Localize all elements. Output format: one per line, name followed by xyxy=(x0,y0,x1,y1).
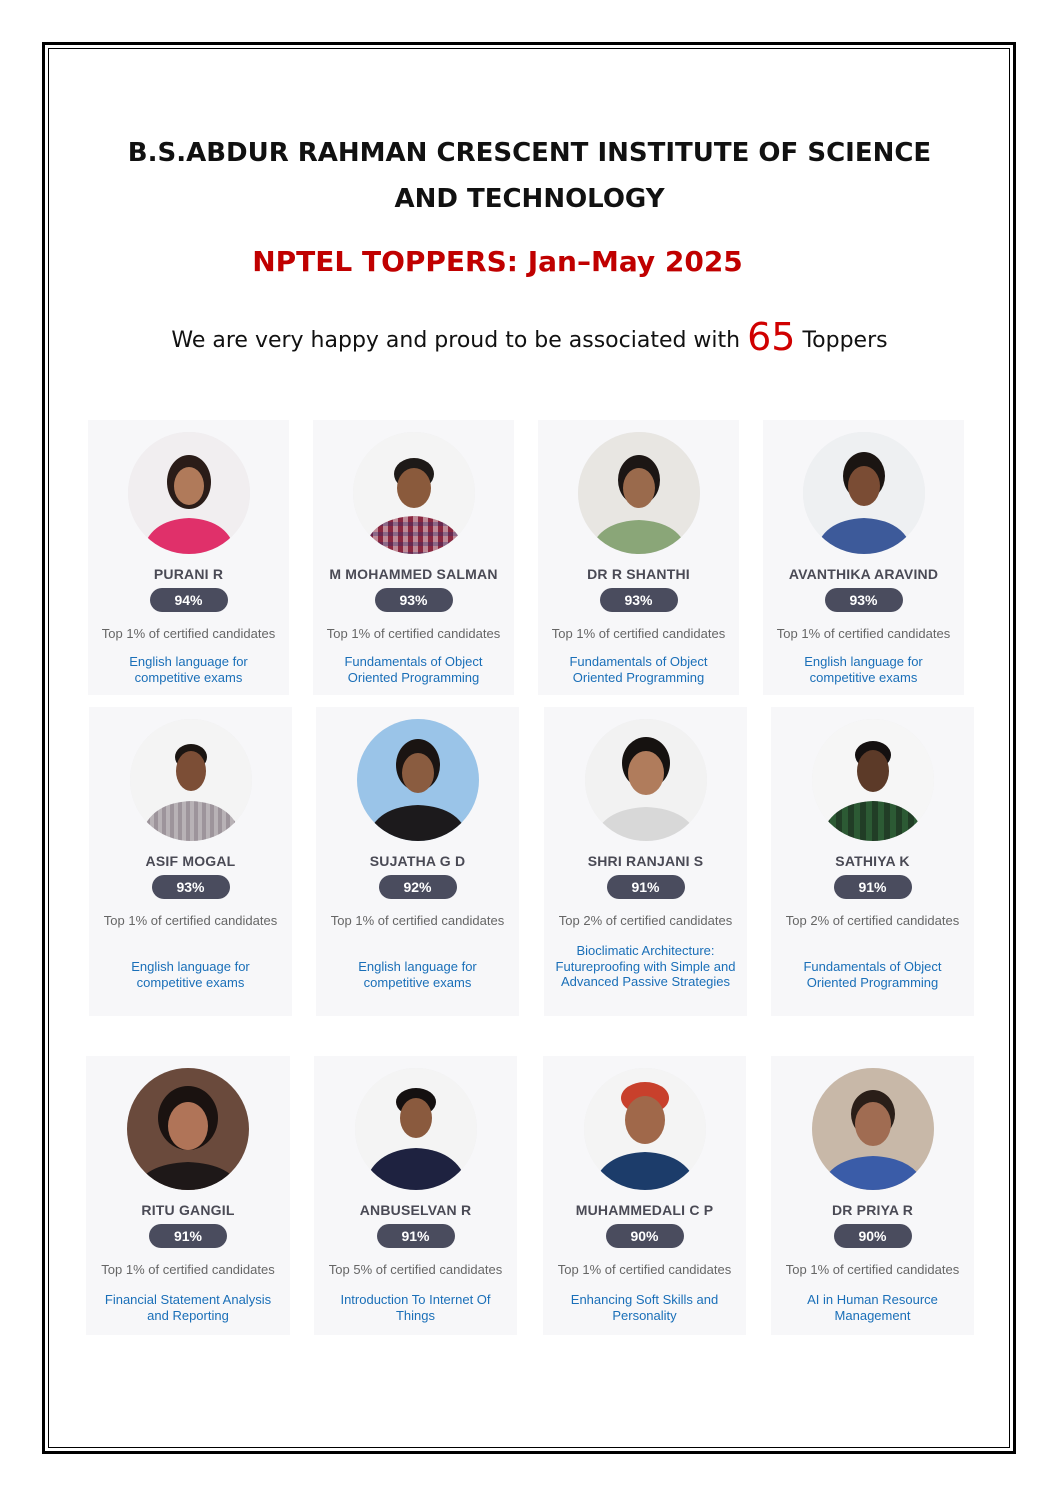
course-title: Bioclimatic Architecture: Futureproofing with Simple and Advanced Passive Strategies xyxy=(555,943,736,989)
topper-card xyxy=(763,420,964,695)
topper-name: PURANI R xyxy=(153,566,224,582)
rank-text: Top 1% of certified candidates xyxy=(776,626,951,641)
topper-name: MUHAMMEDALI C P xyxy=(575,1202,714,1218)
topper-name: ASIF MOGAL xyxy=(145,853,236,869)
profile-photo xyxy=(803,432,925,554)
rank-text: Top 1% of certified candidates xyxy=(330,913,505,928)
profile-photo xyxy=(357,719,479,841)
rank-text: Top 1% of certified candidates xyxy=(785,1262,960,1277)
toppers-count: 65 xyxy=(747,315,796,359)
topper-card xyxy=(544,707,747,1016)
course-title: English language for competitive exams xyxy=(804,654,923,685)
profile-photo xyxy=(353,432,475,554)
profile-photo xyxy=(578,432,700,554)
rank-text: Top 1% of certified candidates xyxy=(326,626,501,641)
topper-card xyxy=(538,420,739,695)
score-badge: 93% xyxy=(375,588,453,612)
score-badge: 91% xyxy=(149,1224,227,1248)
topper-name: AVANTHIKA ARAVIND xyxy=(788,566,939,582)
course-title: Financial Statement Analysis and Reporting xyxy=(104,1292,272,1323)
course-title: Enhancing Soft Skills and Personality xyxy=(570,1292,719,1323)
topper-name: M MOHAMMED SALMAN xyxy=(329,566,498,582)
profile-photo xyxy=(128,432,250,554)
page-subtitle: NPTEL TOPPERS: Jan–May 2025 xyxy=(252,245,743,278)
score-badge: 93% xyxy=(152,875,230,899)
topper-name: DR R SHANTHI xyxy=(587,566,690,582)
topper-card xyxy=(86,1056,290,1335)
course-title: English language for competitive exams xyxy=(358,959,477,990)
score-badge: 90% xyxy=(606,1224,684,1248)
score-badge: 93% xyxy=(825,588,903,612)
institute-title-line1: B.S.ABDUR RAHMAN CRESCENT INSTITUTE OF SCIENCE xyxy=(127,138,932,168)
topper-name: SATHIYA K xyxy=(835,853,910,869)
profile-photo xyxy=(584,1068,706,1190)
topper-card xyxy=(316,707,519,1016)
tagline-suffix: Toppers xyxy=(802,328,888,353)
score-badge: 91% xyxy=(377,1224,455,1248)
topper-name: SHRI RANJANI S xyxy=(587,853,704,869)
rank-text: Top 1% of certified candidates xyxy=(551,626,726,641)
topper-card xyxy=(89,707,292,1016)
profile-photo xyxy=(130,719,252,841)
topper-card xyxy=(771,1056,974,1335)
topper-card xyxy=(88,420,289,695)
rank-text: Top 5% of certified candidates xyxy=(328,1262,503,1277)
score-badge: 90% xyxy=(834,1224,912,1248)
institute-title-line2: AND TECHNOLOGY xyxy=(394,184,665,214)
topper-card xyxy=(314,1056,517,1335)
topper-card xyxy=(543,1056,746,1335)
topper-name: RITU GANGIL xyxy=(141,1202,235,1218)
institute-title xyxy=(0,130,1059,222)
score-badge: 91% xyxy=(834,875,912,899)
tagline xyxy=(0,312,1059,366)
score-badge: 92% xyxy=(379,875,457,899)
profile-photo xyxy=(355,1068,477,1190)
tagline-prefix: We are very happy and proud to be associated with xyxy=(171,328,741,353)
rank-text: Top 1% of certified candidates xyxy=(557,1262,732,1277)
score-badge: 93% xyxy=(600,588,678,612)
rank-text: Top 1% of certified candidates xyxy=(101,626,276,641)
course-title: AI in Human Resource Management xyxy=(807,1292,938,1323)
profile-photo xyxy=(812,719,934,841)
course-title: Fundamentals of Object Oriented Programming xyxy=(344,654,483,685)
course-title: English language for competitive exams xyxy=(131,959,250,990)
course-title: English language for competitive exams xyxy=(129,654,248,685)
topper-name: ANBUSELVAN R xyxy=(359,1202,472,1218)
rank-text: Top 1% of certified candidates xyxy=(101,1262,275,1277)
topper-name: DR PRIYA R xyxy=(831,1202,914,1218)
score-badge: 91% xyxy=(607,875,685,899)
profile-photo xyxy=(127,1068,249,1190)
rank-text: Top 2% of certified candidates xyxy=(558,913,733,928)
rank-text: Top 2% of certified candidates xyxy=(785,913,960,928)
course-title: Fundamentals of Object Oriented Programming xyxy=(569,654,708,685)
rank-text: Top 1% of certified candidates xyxy=(103,913,278,928)
course-title: Introduction To Internet Of Things xyxy=(340,1292,491,1323)
score-badge: 94% xyxy=(150,588,228,612)
topper-name: SUJATHA G D xyxy=(369,853,466,869)
profile-photo xyxy=(585,719,707,841)
topper-card xyxy=(313,420,514,695)
profile-photo xyxy=(812,1068,934,1190)
course-title: Fundamentals of Object Oriented Programming xyxy=(803,959,942,990)
topper-card xyxy=(771,707,974,1016)
